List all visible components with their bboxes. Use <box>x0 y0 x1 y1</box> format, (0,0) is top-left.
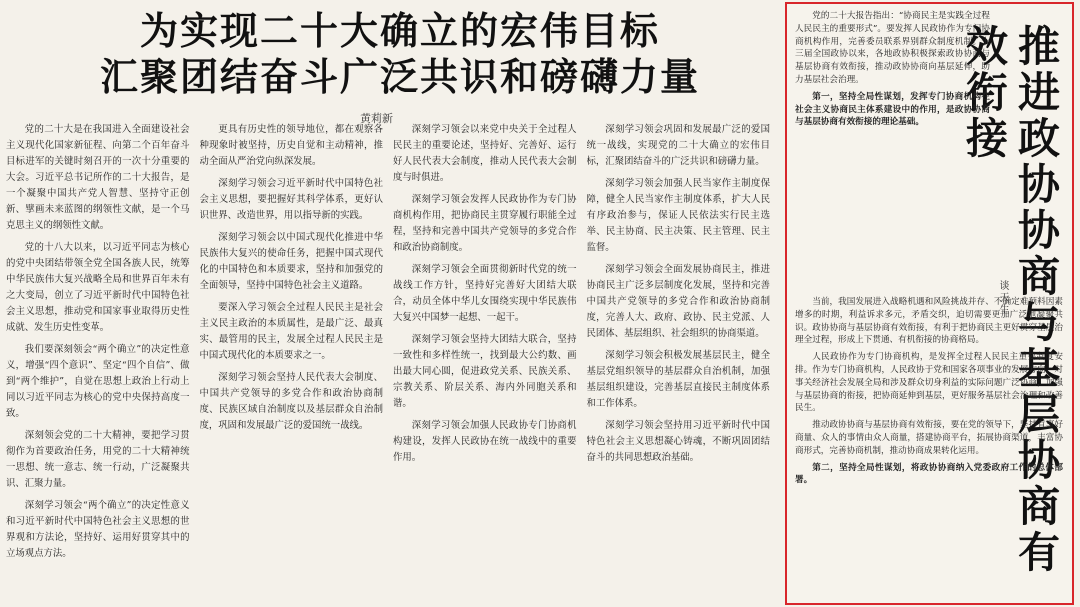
highlighted-article <box>785 2 1074 605</box>
body-column-4 <box>587 122 771 607</box>
paragraph: 深刻学习领会积极发展基层民主，健全基层党组织领导的基层群众自治机制，加强基层组织建设，完善基层直接民主制度体系和工作体系。 <box>586 350 770 409</box>
paragraph: 深刻领会党的二十大精神，要把学习贯彻作为首要政治任务，用党的二十大精神统一思想、统一意志、统一行动，广泛凝聚共识、汇聚力量。 <box>6 430 190 489</box>
article-headline <box>40 8 760 100</box>
paragraph: 深刻学习领会坚持大团结大联合，坚持一致性和多样性统一，找到最大公约数、画出最大同心圆，促进政党关系、民族关系、宗教关系、阶层关系、海内外同胞关系和谐。 <box>393 334 577 409</box>
paragraph: 深刻学习领会巩固和发展最广泛的爱国统一战线，实现党的二十大确立的宏伟目标，汇聚团结奋斗的广泛共识和磅礴力量。 <box>586 124 770 167</box>
article-body-lower <box>795 296 1063 606</box>
section-heading: 第一，坚持全局性谋划，发挥专门协商机构在社会主义协商民主体系建设中的作用，是政协协商与基层协商有效衔接的理论基础。 <box>795 91 990 128</box>
paragraph: 深刻学习领会坚持人民代表大会制度、中国共产党领导的多党合作和政治协商制度、民族区域自治制度以及基层群众自治制度，巩固和发展最广泛的爱国统一战线。 <box>199 372 383 431</box>
paragraph: 深刻学习领会以中国式现代化推进中华民族伟大复兴的使命任务，把握中国式现代化的中国特色和本质要求，坚持和加强党的全面领导，坚持中国特色社会主义道路。 <box>199 232 383 291</box>
paragraph: 我们要深刻领会“两个确立”的决定性意义，增强“四个意识”、坚定“四个自信”、做到“两个维护”，自觉在思想上政治上行动上同以习近平同志为核心的党中央保持高度一致。 <box>6 344 190 419</box>
article-intro <box>795 10 990 133</box>
paragraph: 深刻学习领会“两个确立”的决定性意义和习近平新时代中国特色社会主义思想的世界观和方法论，坚持好、运用好贯穿其中的立场观点方法。 <box>6 500 190 559</box>
body-column-3 <box>393 122 577 607</box>
body-column-2 <box>200 122 384 607</box>
paragraph: 更具有历史性的领导地位，都在观察各种现象时被坚持，历史自觉和主动精神，推动全面从严治党向纵深发展。 <box>199 124 383 167</box>
paragraph: 深刻学习领会全面发展协商民主，推进协商民主广泛多层制度化发展，坚持和完善中国共产党领导的多党合作和政治协商制度，完善人大、政府、政协、民主党派、人民团体、基层组织、社会组织的协商渠道。 <box>586 264 770 339</box>
paragraph: 当前，我国发展进入战略机遇和风险挑战并存、不确定难预料因素增多的时期，利益诉求多元，矛盾交织，迫切需要更加广泛地凝聚共识。政协协商与基层协商有效衔接，有利于把协商民主更好贯穿基层治理全过程，形成上下贯通、有机衔接的协商格局。 <box>795 297 1063 346</box>
paragraph: 人民政协作为专门协商机构，是发挥全过程人民民主重要制度安排。作为专门协商机构，人民政协于党和国家各项事业的发展方向，对事关经济社会发展全局和涉及群众切身利益的实际问题广泛协商，加强与基层协商的衔接，把协商延伸到基层，更好服务基层社会治理和改善民生。 <box>795 352 1063 414</box>
article-body <box>6 122 770 607</box>
paragraph: 党的二十大报告指出：“协商民主是实践全过程人民民主的重要形式”。要发挥人民政协作为专门协商机构作用，完善委员联系界别群众制度机制。十三届全国政协以来，各地政协积极探索政协协商与基层协商有效衔接，推动政协协商向基层延伸，助力基层社会治理。 <box>795 11 990 85</box>
vertical-headline: 推进政协协商与基层协商有效衔接 <box>960 24 1061 576</box>
paragraph: 深刻学习领会发挥人民政协作为专门协商机构作用，把协商民主贯穿履行职能全过程，坚持和完善中国共产党领导的多党合作和政治协商制度。 <box>393 194 577 253</box>
paragraph: 要深入学习领会全过程人民民主是社会主义民主政治的本质属性，是最广泛、最真实、最管用的民主，发展全过程人民民主是中国式现代化的本质要求之一。 <box>199 302 383 361</box>
paragraph: 党的二十大是在我国进入全面建设社会主义现代化国家新征程、向第二个百年奋斗目标进军的关键时刻召开的一次十分重要的大会。习近平总书记所作的二十大报告，是一个凝聚中国共产党人智慧、坚持守正创新、擘画未来蓝图的纲领性文献，是一个马克思主义的纲领性文献。 <box>6 124 190 231</box>
article-author: 谈天生 <box>997 280 1008 316</box>
body-column-1 <box>6 122 190 607</box>
paragraph: 深刻学习领会以来党中央关于全过程人民民主的重要论述，坚持好、完善好、运行好人民代表大会制度，推动人民代表大会制度与时俱进。 <box>393 124 577 183</box>
article-byline: 黄莉新 <box>360 112 393 125</box>
paragraph: 深刻学习领会加强人民政协专门协商机构建设，发挥人民政协在统一战线中的重要作用。 <box>393 420 577 463</box>
headline-line-2: 汇聚团结奋斗广泛共识和磅礴力量 <box>99 55 700 99</box>
paragraph: 深刻学习领会坚持用习近平新时代中国特色社会主义思想凝心铸魂，不断巩固团结奋斗的共同思想政治基础。 <box>586 420 770 463</box>
paragraph: 深刻学习领会加强人民当家作主制度保障，健全人民当家作主制度体系，扩大人民有序政治参与，保证人民依法实行民主选举、民主协商、民主决策、民主管理、民主监督。 <box>586 178 770 253</box>
paragraph: 党的十八大以来，以习近平同志为核心的党中央团结带领全党全国各族人民，统筹中华民族伟大复兴战略全局和世界百年未有之大变局，创立了习近平新时代中国特色社会主义思想，推动党和国家事业取得历史性成就、发生历史性变革。 <box>6 242 190 333</box>
section-heading: 第二，坚持全局性谋划，将政协协商纳入党委政府工作的总体部署。 <box>795 462 1063 486</box>
paragraph: 推动政协协商与基层协商有效衔接，要在党的领导下，坚持有事好商量、众人的事情由众人商量，搭建协商平台，拓展协商渠道，丰富协商形式，完善协商机制，推动协商成果转化运用。 <box>795 420 1063 456</box>
headline-line-1: 为实现二十大确立的宏伟目标 <box>139 9 660 53</box>
paragraph: 深刻学习领会全面贯彻新时代党的统一战线工作方针，坚持好完善好大团结大联合，动员全体中华儿女围绕实现中华民族伟大复兴中国梦一起想、一起干。 <box>393 264 577 323</box>
paragraph: 深刻学习领会习近平新时代中国特色社会主义思想，要把握好其科学体系，更好认识世界、改造世界，用以指导新的实践。 <box>199 178 383 221</box>
